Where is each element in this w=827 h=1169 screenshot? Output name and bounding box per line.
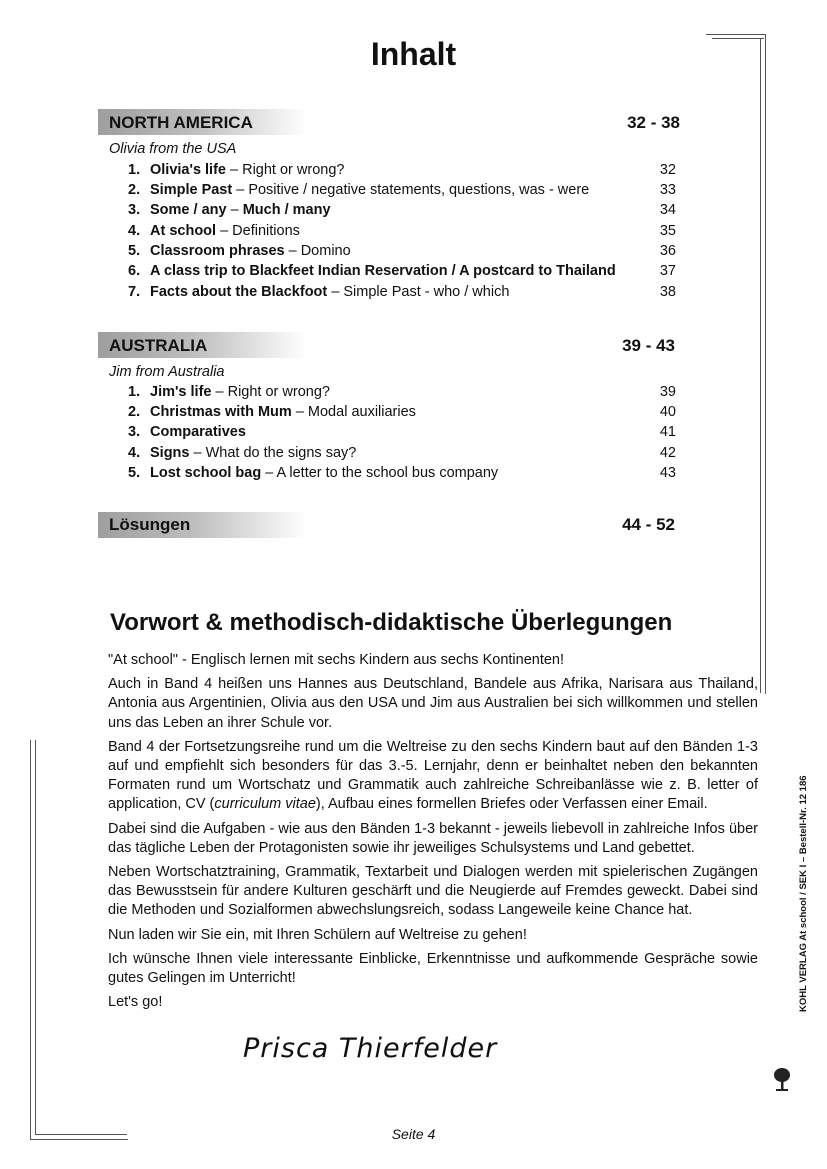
toc-page-number: 42 xyxy=(659,445,676,461)
foreword-paragraph: Band 4 der Fortsetzungsreihe rund um die Weltreise zu den sechs Kindern baut auf den Bänden 1-3 auf und empfiehlt sich besonders für das 3.-5. Lernjahr, denn er beinhaltet neben den bekannten Formaten rund um Wortschatz und Grammatik auch zahlreiche Schreibanlässe wie z. B. letter of application, CV (curriculum vitae), Aufbau eines formellen Briefes oder Verfassen einer Email. xyxy=(108,738,758,813)
toc-item: 1. Olivia's life – Right or wrong? xyxy=(128,162,345,178)
section-label-loesungen: Lösungen xyxy=(109,515,191,534)
toc-page-number: 32 xyxy=(659,162,676,178)
toc-page-number: 37 xyxy=(659,263,676,279)
toc-item: 1. Jim's life – Right or wrong? xyxy=(128,384,330,400)
foreword-paragraph: "At school" - Englisch lernen mit sechs Kindern aus sechs Kontinenten! xyxy=(108,652,565,668)
toc-item: 5. Lost school bag – A letter to the school bus company xyxy=(128,465,499,481)
signature: Prisca Thierfelder xyxy=(243,1033,498,1064)
toc-item: 2. Simple Past – Positive / negative statements, questions, was - were xyxy=(128,182,590,198)
foreword-paragraph: Nun laden wir Sie ein, mit Ihren Schülern auf Weltreise zu gehen! xyxy=(108,926,527,943)
page-number-footer: Seite 4 xyxy=(391,1126,436,1142)
foreword-paragraph: Let's go! xyxy=(108,994,163,1011)
sidebar-order-info: KOHL VERLAG At school / SEK I – Bestell-Nr. 12 186 xyxy=(798,775,809,1012)
frame-line-right xyxy=(765,34,766,694)
toc-page-number: 40 xyxy=(659,404,676,420)
section-subtitle-australia: Jim from Australia xyxy=(109,364,225,380)
frame-line-bottom-inner xyxy=(35,1134,127,1135)
toc-item: 2. Christmas with Mum – Modal auxiliaries xyxy=(128,404,416,420)
toc-item: 3. Comparatives xyxy=(128,424,246,440)
foreword-paragraph: Ich wünsche Ihnen viele interessante Einblicke, Erkenntnisse und aufkommende Gespräche sowie gutes Gelingen im Unterricht! xyxy=(108,950,758,987)
page-title: Inhalt xyxy=(370,36,457,72)
frame-line-left xyxy=(30,740,31,1140)
toc-page-number: 34 xyxy=(659,202,676,218)
toc-item: 4. Signs – What do the signs say? xyxy=(128,445,357,461)
foreword-paragraph: Auch in Band 4 heißen uns Hannes aus Deutschland, Bandele aus Afrika, Narisara aus Thailand, Antonia aus Argentinien, Olivia aus den USA und Jim aus Australien bei sich willkommen und stellen uns das Leben an ihrer Schule vor. xyxy=(108,676,758,731)
foreword-heading: Vorwort & methodisch-didaktische Überlegungen xyxy=(110,609,673,636)
toc-item: 7. Facts about the Blackfoot – Simple Past - who / which xyxy=(128,284,510,300)
section-pages-north-america: 32 - 38 xyxy=(627,113,680,132)
section-pages-australia: 39 - 43 xyxy=(622,336,675,355)
section-label-australia: AUSTRALIA xyxy=(109,336,208,355)
toc-item: 6. A class trip to Blackfeet Indian Reservation / A postcard to Thailand xyxy=(128,263,616,279)
toc-item: 5. Classroom phrases – Domino xyxy=(128,243,351,259)
foreword-paragraph: Dabei sind die Aufgaben - wie aus den Bänden 1-3 bekannt - jeweils liebevoll in zahlreiche Infos über das tägliche Leben der Protagonisten sowie ihr jeweiliges Schulsystems und Land gebettet. xyxy=(108,820,758,856)
foreword-paragraph: Neben Wortschatztraining, Grammatik, Textarbeit und Dialogen werden mit spielerischen Zugängen das Bewusstsein für andere Kulturen geschärft und die Neugierde auf Fremdes geweckt. Dabei sind die Methoden und Sozialformen abwechslungsreich, sodass Langeweile keine Chance hat. xyxy=(108,864,758,919)
toc-page-number: 36 xyxy=(659,243,676,259)
tree-logo-icon xyxy=(772,1066,792,1092)
frame-line-bottom xyxy=(30,1139,128,1140)
section-pages-loesungen: 44 - 52 xyxy=(622,515,675,534)
toc-page-number: 38 xyxy=(659,284,676,300)
toc-page-number: 39 xyxy=(659,384,676,400)
section-label-north-america: NORTH AMERICA xyxy=(109,113,253,132)
section-subtitle-north-america: Olivia from the USA xyxy=(109,141,237,157)
toc-page-number: 43 xyxy=(659,465,676,481)
toc-page-number: 41 xyxy=(659,424,676,440)
foreword-body xyxy=(108,651,758,1017)
frame-line-right-inner xyxy=(760,38,761,693)
frame-line-left-inner xyxy=(35,740,36,1135)
toc-item: 3. Some / any – Much / many xyxy=(128,202,331,218)
frame-line-top xyxy=(706,34,766,35)
toc-page-number: 35 xyxy=(659,223,676,239)
toc-page-number: 33 xyxy=(659,182,676,198)
toc-item: 4. At school – Definitions xyxy=(128,223,300,239)
frame-line-top-inner xyxy=(712,38,764,39)
